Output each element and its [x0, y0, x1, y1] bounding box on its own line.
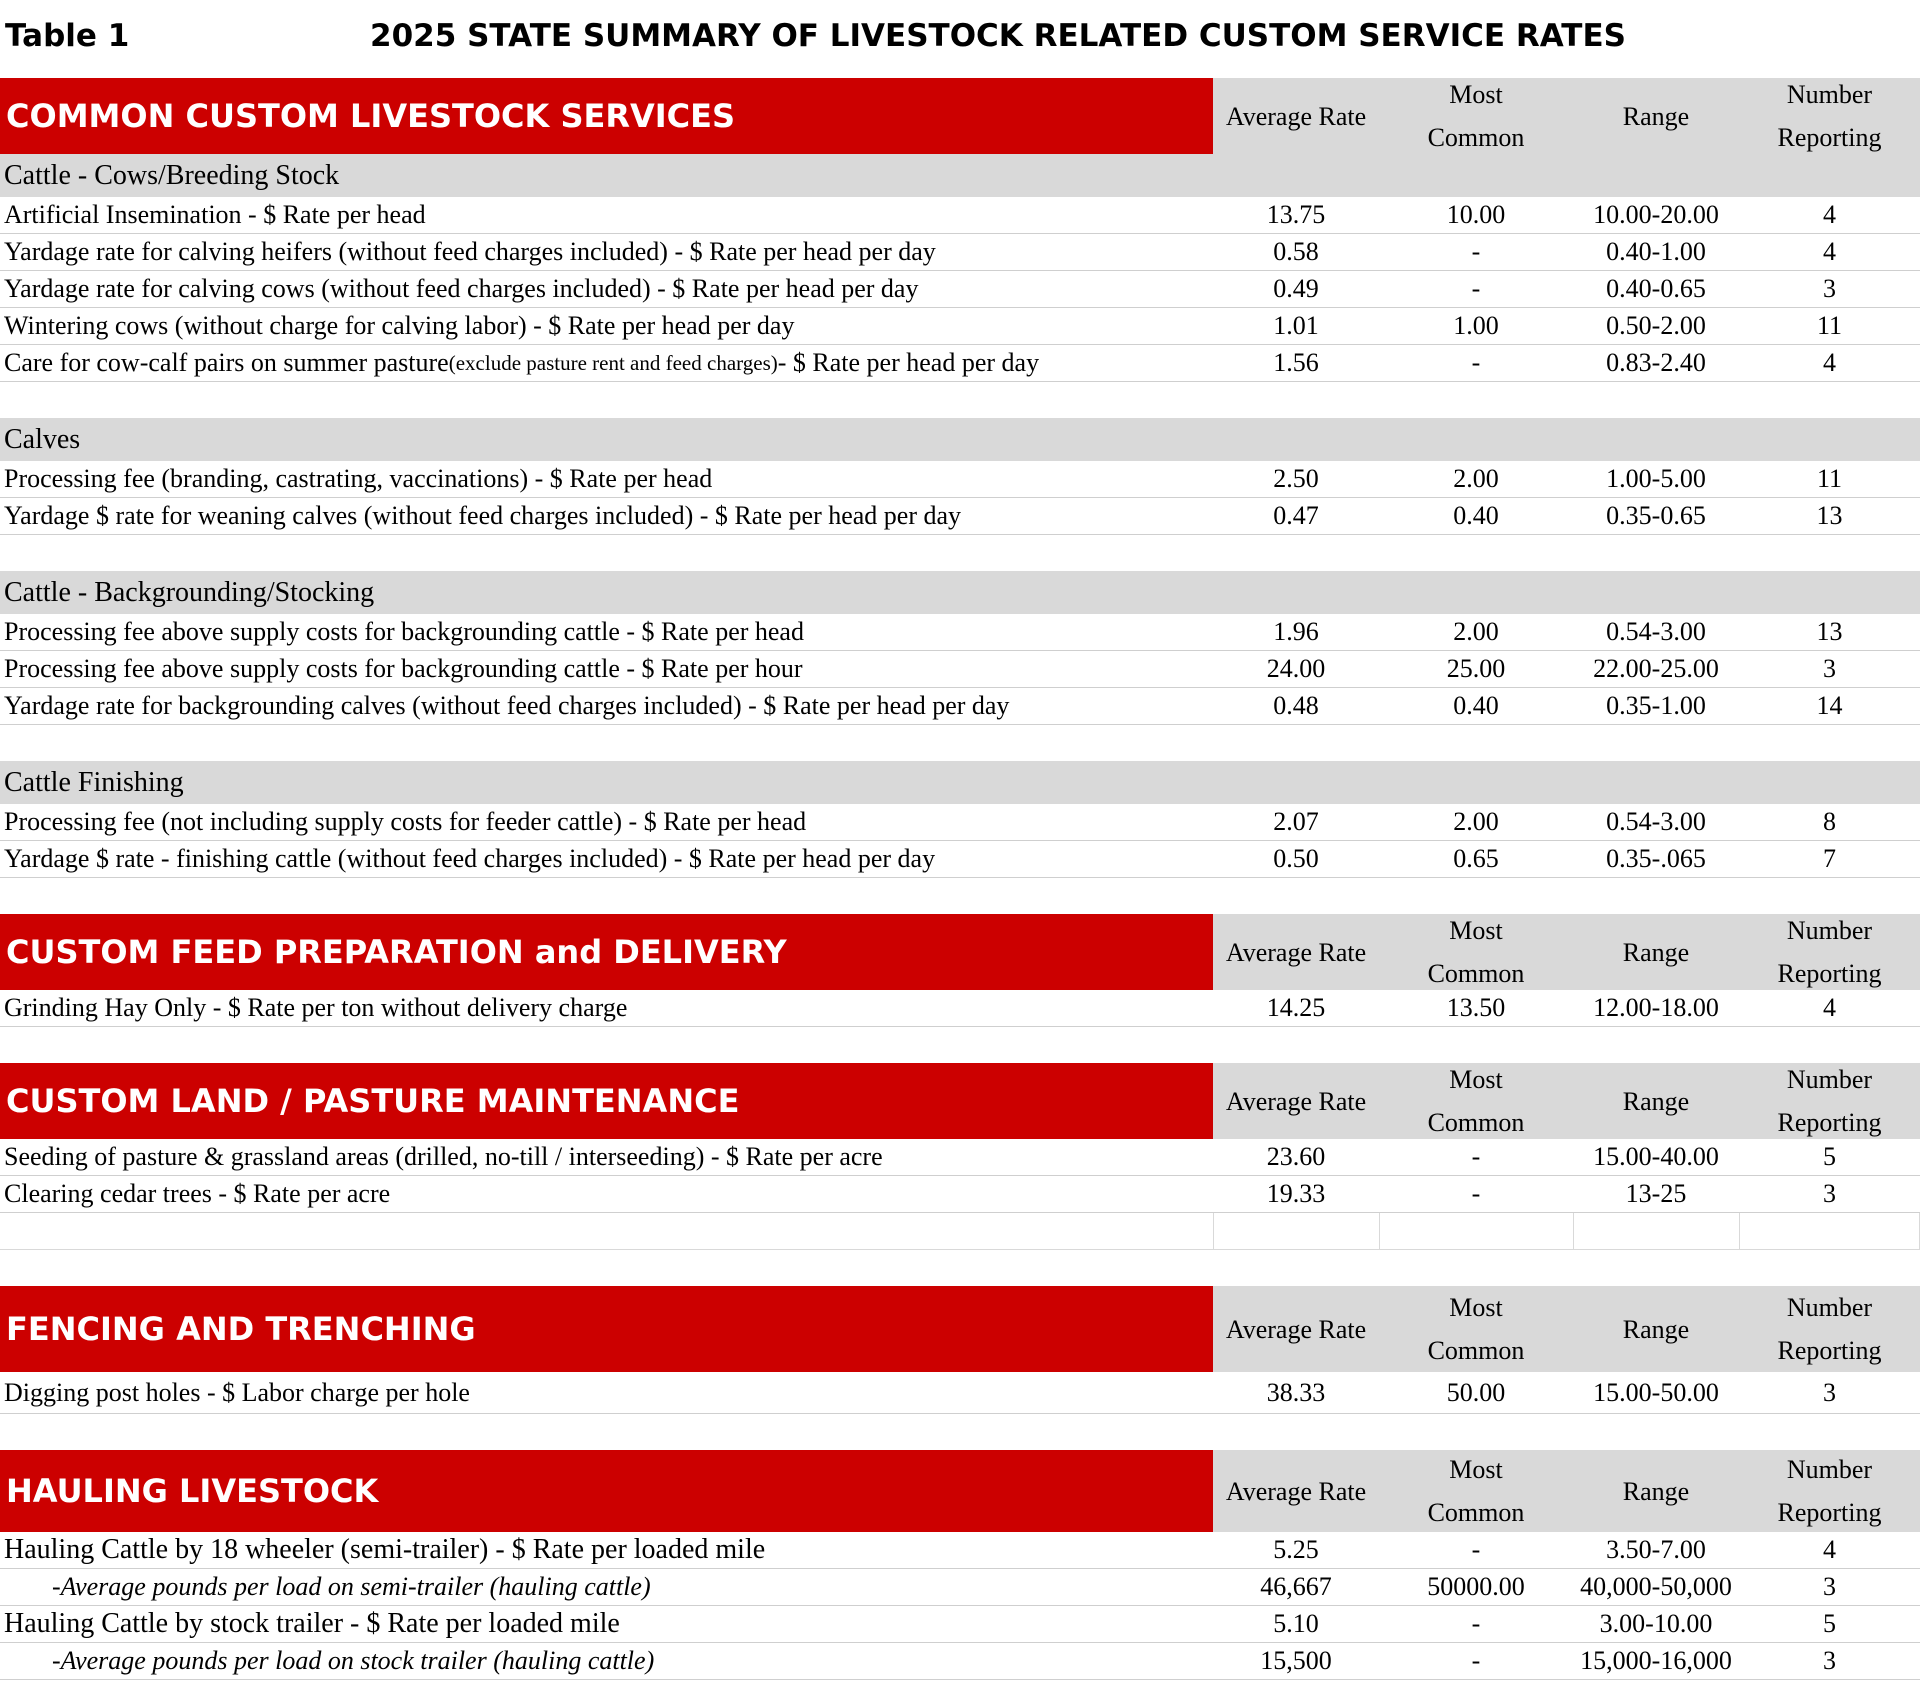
most-common-cell: - — [1379, 271, 1573, 308]
col-header-average-rate: Average Rate — [1213, 78, 1379, 154]
col-header-range: Range — [1573, 1063, 1739, 1139]
average-rate-cell: 2.07 — [1213, 804, 1379, 841]
col-header-range: Range — [1573, 78, 1739, 154]
group-header: Cattle Finishing — [0, 761, 1920, 804]
range-cell: 0.40-0.65 — [1573, 271, 1739, 308]
average-rate-cell: 5.10 — [1213, 1606, 1379, 1643]
col-header-range: Range — [1573, 914, 1739, 990]
number-reporting-cell: 5 — [1739, 1139, 1920, 1176]
table-row — [0, 1532, 1920, 1569]
range-cell: 3.00-10.00 — [1573, 1606, 1739, 1643]
row-label: Processing fee (branding, castrating, vaccinations) - $ Rate per head — [0, 461, 1213, 498]
range-cell: 0.50-2.00 — [1573, 308, 1739, 345]
table-row — [0, 1372, 1920, 1414]
range-cell: 0.35-0.65 — [1573, 498, 1739, 535]
col-header-range: Range — [1573, 1286, 1739, 1372]
range-cell: 0.54-3.00 — [1573, 804, 1739, 841]
row-label: Yardage $ rate - finishing cattle (without feed charges included) - $ Rate per head per day — [0, 841, 1213, 878]
section-title: CUSTOM LAND / PASTURE MAINTENANCE — [0, 1063, 1213, 1139]
most-common-cell: 13.50 — [1379, 990, 1573, 1027]
report-header — [0, 0, 1920, 78]
col-header-number-reporting: Number Reporting — [1739, 1063, 1920, 1139]
row-label: -Average pounds per load on stock trailer (hauling cattle) — [0, 1643, 1213, 1680]
range-cell: 15.00-50.00 — [1573, 1372, 1739, 1414]
range-cell: 10.00-20.00 — [1573, 197, 1739, 234]
table-row — [0, 234, 1920, 271]
section-header-land — [0, 1063, 1920, 1139]
average-rate-cell: 5.25 — [1213, 1532, 1379, 1569]
average-rate-cell: 2.50 — [1213, 461, 1379, 498]
row-label: Yardage rate for backgrounding calves (without feed charges included) - $ Rate per head per day — [0, 688, 1213, 725]
row-label: Hauling Cattle by 18 wheeler (semi-trailer) - $ Rate per loaded mile — [0, 1532, 1213, 1569]
average-rate-cell: 0.47 — [1213, 498, 1379, 535]
average-rate-cell: 1.01 — [1213, 308, 1379, 345]
most-common-cell: 0.40 — [1379, 688, 1573, 725]
range-cell: 1.00-5.00 — [1573, 461, 1739, 498]
most-common-cell: - — [1379, 1176, 1573, 1213]
row-label: Yardage $ rate for weaning calves (without feed charges included) - $ Rate per head per day — [0, 498, 1213, 535]
row-label: -Average pounds per load on semi-trailer (hauling cattle) — [0, 1569, 1213, 1606]
range-cell: 0.54-3.00 — [1573, 614, 1739, 651]
number-reporting-cell: 3 — [1739, 271, 1920, 308]
col-header-most-common: Most Common — [1379, 78, 1573, 154]
col-header-most-common: Most Common — [1379, 1063, 1573, 1139]
section-header-fencing — [0, 1286, 1920, 1372]
section-title: FENCING AND TRENCHING — [0, 1286, 1213, 1372]
table-row — [0, 308, 1920, 345]
table-row — [0, 1569, 1920, 1606]
number-reporting-cell: 8 — [1739, 804, 1920, 841]
most-common-cell: 10.00 — [1379, 197, 1573, 234]
col-header-range: Range — [1573, 1450, 1739, 1532]
average-rate-cell: 13.75 — [1213, 197, 1379, 234]
row-label-note: (exclude pasture rent and feed charges) — [448, 350, 778, 375]
average-rate-cell: 1.96 — [1213, 614, 1379, 651]
average-rate-cell: 0.49 — [1213, 271, 1379, 308]
number-reporting-cell: 4 — [1739, 197, 1920, 234]
range-cell: 0.40-1.00 — [1573, 234, 1739, 271]
col-header-number-reporting: Number Reporting — [1739, 1450, 1920, 1532]
col-header-number-reporting: Number Reporting — [1739, 1286, 1920, 1372]
most-common-cell: 0.65 — [1379, 841, 1573, 878]
most-common-cell: - — [1379, 345, 1573, 382]
number-reporting-cell: 4 — [1739, 1532, 1920, 1569]
group-header: Calves — [0, 418, 1920, 461]
row-label: Artificial Insemination - $ Rate per head — [0, 197, 1213, 234]
number-reporting-cell: 5 — [1739, 1606, 1920, 1643]
most-common-cell: - — [1379, 234, 1573, 271]
group-header: Cattle - Backgrounding/Stocking — [0, 571, 1920, 614]
col-header-average-rate: Average Rate — [1213, 1286, 1379, 1372]
table-row — [0, 1139, 1920, 1176]
range-cell: 22.00-25.00 — [1573, 651, 1739, 688]
number-reporting-cell: 13 — [1739, 614, 1920, 651]
col-header-number-reporting: Number Reporting — [1739, 914, 1920, 990]
table-row — [0, 498, 1920, 535]
row-label: Processing fee (not including supply costs for feeder cattle) - $ Rate per head — [0, 804, 1213, 841]
range-cell: 12.00-18.00 — [1573, 990, 1739, 1027]
row-label: Care for cow-calf pairs on summer pasture (exclude pasture rent and feed charges) - $ Rate per head per day — [0, 345, 1213, 382]
most-common-cell: - — [1379, 1532, 1573, 1569]
range-cell: 13-25 — [1573, 1176, 1739, 1213]
section-header-hauling — [0, 1450, 1920, 1532]
most-common-cell: - — [1379, 1606, 1573, 1643]
col-header-average-rate: Average Rate — [1213, 1063, 1379, 1139]
table-label: Table 1 — [5, 18, 130, 54]
most-common-cell: 2.00 — [1379, 614, 1573, 651]
most-common-cell: 1.00 — [1379, 308, 1573, 345]
col-header-most-common: Most Common — [1379, 1450, 1573, 1532]
most-common-cell: 50.00 — [1379, 1372, 1573, 1414]
table-row — [0, 1176, 1920, 1213]
number-reporting-cell: 4 — [1739, 345, 1920, 382]
section-title: COMMON CUSTOM LIVESTOCK SERVICES — [0, 78, 1213, 154]
row-label: Processing fee above supply costs for backgrounding cattle - $ Rate per head — [0, 614, 1213, 651]
average-rate-cell: 0.48 — [1213, 688, 1379, 725]
col-header-number-reporting: Number Reporting — [1739, 78, 1920, 154]
empty-grid-row — [0, 1213, 1920, 1250]
table-row — [0, 1606, 1920, 1643]
most-common-cell: 50000.00 — [1379, 1569, 1573, 1606]
number-reporting-cell: 11 — [1739, 308, 1920, 345]
average-rate-cell: 0.58 — [1213, 234, 1379, 271]
average-rate-cell: 15,500 — [1213, 1643, 1379, 1680]
table-row — [0, 345, 1920, 382]
row-label: Yardage rate for calving cows (without feed charges included) - $ Rate per head per day — [0, 271, 1213, 308]
average-rate-cell: 23.60 — [1213, 1139, 1379, 1176]
range-cell: 15.00-40.00 — [1573, 1139, 1739, 1176]
most-common-cell: 0.40 — [1379, 498, 1573, 535]
table-row — [0, 461, 1920, 498]
range-cell: 15,000-16,000 — [1573, 1643, 1739, 1680]
average-rate-cell: 1.56 — [1213, 345, 1379, 382]
row-label: Processing fee above supply costs for backgrounding cattle - $ Rate per hour — [0, 651, 1213, 688]
row-label: Digging post holes - $ Labor charge per hole — [0, 1372, 1213, 1414]
col-header-most-common: Most Common — [1379, 1286, 1573, 1372]
col-header-average-rate: Average Rate — [1213, 914, 1379, 990]
page-title: 2025 STATE SUMMARY OF LIVESTOCK RELATED CUSTOM SERVICE RATES — [370, 18, 1626, 54]
most-common-cell: - — [1379, 1643, 1573, 1680]
row-label: Hauling Cattle by stock trailer - $ Rate per loaded mile — [0, 1606, 1213, 1643]
number-reporting-cell: 4 — [1739, 234, 1920, 271]
number-reporting-cell: 3 — [1739, 1372, 1920, 1414]
group-header: Cattle - Cows/Breeding Stock — [0, 154, 1920, 197]
range-cell: 40,000-50,000 — [1573, 1569, 1739, 1606]
most-common-cell: 25.00 — [1379, 651, 1573, 688]
table-row — [0, 651, 1920, 688]
range-cell: 0.35-.065 — [1573, 841, 1739, 878]
rates-table — [0, 78, 1920, 1680]
col-header-most-common: Most Common — [1379, 914, 1573, 990]
most-common-cell: 2.00 — [1379, 804, 1573, 841]
average-rate-cell: 24.00 — [1213, 651, 1379, 688]
range-cell: 3.50-7.00 — [1573, 1532, 1739, 1569]
table-row — [0, 1643, 1920, 1680]
number-reporting-cell: 3 — [1739, 1643, 1920, 1680]
section-title: HAULING LIVESTOCK — [0, 1450, 1213, 1532]
row-label: Yardage rate for calving heifers (without feed charges included) - $ Rate per head per day — [0, 234, 1213, 271]
number-reporting-cell: 13 — [1739, 498, 1920, 535]
number-reporting-cell: 3 — [1739, 1569, 1920, 1606]
col-header-average-rate: Average Rate — [1213, 1450, 1379, 1532]
table-row — [0, 841, 1920, 878]
section-title: CUSTOM FEED PREPARATION and DELIVERY — [0, 914, 1213, 990]
table-row — [0, 804, 1920, 841]
number-reporting-cell: 3 — [1739, 1176, 1920, 1213]
table-row — [0, 271, 1920, 308]
number-reporting-cell: 7 — [1739, 841, 1920, 878]
number-reporting-cell: 3 — [1739, 651, 1920, 688]
number-reporting-cell: 14 — [1739, 688, 1920, 725]
range-cell: 0.83-2.40 — [1573, 345, 1739, 382]
most-common-cell: - — [1379, 1139, 1573, 1176]
row-label: Wintering cows (without charge for calving labor) - $ Rate per head per day — [0, 308, 1213, 345]
row-label: Seeding of pasture & grassland areas (drilled, no-till / interseeding) - $ Rate per acre — [0, 1139, 1213, 1176]
average-rate-cell: 19.33 — [1213, 1176, 1379, 1213]
section-header-common — [0, 78, 1920, 154]
range-cell: 0.35-1.00 — [1573, 688, 1739, 725]
average-rate-cell: 0.50 — [1213, 841, 1379, 878]
average-rate-cell: 46,667 — [1213, 1569, 1379, 1606]
average-rate-cell: 38.33 — [1213, 1372, 1379, 1414]
table-row — [0, 688, 1920, 725]
row-label: Clearing cedar trees - $ Rate per acre — [0, 1176, 1213, 1213]
row-label: Grinding Hay Only - $ Rate per ton without delivery charge — [0, 990, 1213, 1027]
average-rate-cell: 14.25 — [1213, 990, 1379, 1027]
table-row — [0, 614, 1920, 651]
table-row — [0, 197, 1920, 234]
table-row — [0, 990, 1920, 1027]
number-reporting-cell: 4 — [1739, 990, 1920, 1027]
most-common-cell: 2.00 — [1379, 461, 1573, 498]
number-reporting-cell: 11 — [1739, 461, 1920, 498]
section-header-feed — [0, 914, 1920, 990]
